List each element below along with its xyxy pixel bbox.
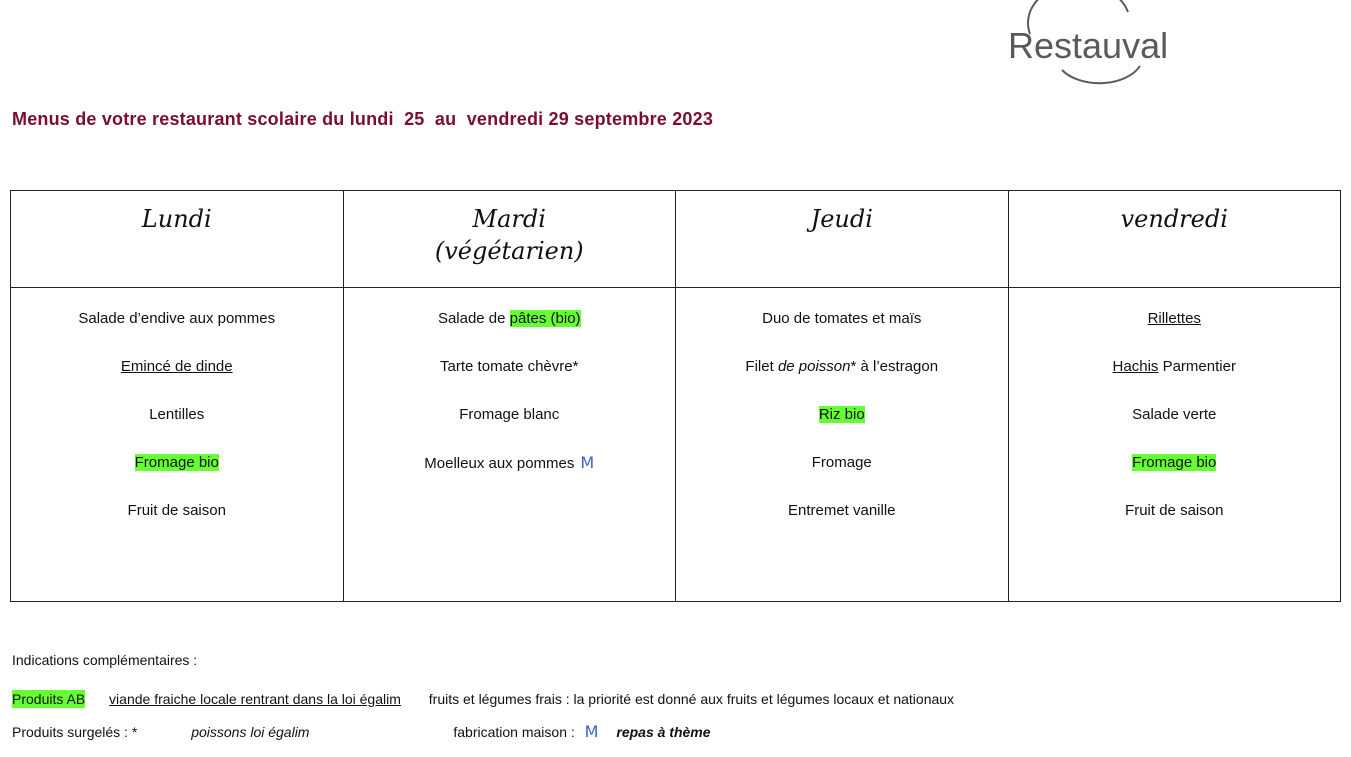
- dish-accompagnement: Lentilles: [149, 406, 205, 423]
- dish-dessert-label: Moelleux aux pommes: [424, 455, 575, 472]
- page-title: Menus de votre restaurant scolaire du lundi 25 au vendredi 29 septembre 2023: [12, 109, 714, 129]
- days-header-row: [11, 191, 1341, 288]
- dish-entree: Rillettes: [1147, 310, 1201, 327]
- dish-dessert: Fruit de saison: [127, 502, 226, 519]
- dish-entree: Duo de tomates et maïs: [762, 310, 922, 327]
- notes-legend-line-1: [12, 690, 954, 708]
- dish-fromage: Fromage blanc: [459, 406, 560, 423]
- day-header-mardi: [343, 191, 676, 288]
- dish-plat-suffix: * à l’estragon: [850, 358, 939, 375]
- logo-arc-bottom: [1062, 66, 1140, 83]
- legend-viande-locale: viande fraiche locale rentrant dans la loi égalim: [109, 691, 401, 707]
- day-name: vendredi: [1120, 205, 1228, 233]
- dish-plat: Tarte tomate chèvre*: [440, 358, 579, 375]
- day-name: Lundi: [141, 205, 212, 233]
- day-name: Jeudi: [810, 205, 873, 233]
- notes-legend-line-2: [12, 723, 711, 741]
- dish-accompagnement: Salade verte: [1132, 406, 1217, 423]
- dish-fromage-bio: Fromage bio: [1132, 454, 1217, 471]
- menu-cell-mardi: [343, 288, 676, 602]
- day-name: Mardi: [472, 205, 546, 233]
- restauval-logo: [1000, 0, 1200, 100]
- dish-plat: Emincé de dinde: [120, 358, 233, 375]
- menu-cell-vendredi: [1008, 288, 1341, 602]
- legend-repas-theme: repas à thème: [616, 724, 711, 740]
- legend-poissons: poissons loi égalim: [191, 724, 310, 740]
- dish-entree: [344, 309, 676, 329]
- legend-produits-ab: Produits AB: [12, 691, 86, 707]
- menu-table: [10, 190, 1341, 602]
- menu-cell-jeudi: [676, 288, 1009, 602]
- legend-surgeles: Produits surgelés : *: [12, 724, 138, 740]
- legend-fruits-legumes: fruits et légumes frais : la priorité est donné aux fruits et légumes locaux et nationaux: [428, 691, 955, 707]
- homemade-icon: M: [584, 722, 599, 741]
- dish-plat-suffix: Parmentier: [1158, 358, 1236, 375]
- dish-fromage: Fromage: [811, 454, 872, 471]
- day-header-jeudi: [676, 191, 1009, 288]
- menu-row: [11, 288, 1341, 602]
- dish-entree: Salade d’endive aux pommes: [78, 310, 276, 327]
- dish-plat: [1009, 357, 1341, 377]
- dish-accompagnement-bio: Riz bio: [818, 406, 865, 423]
- legend-fabrication-maison: fabrication maison :: [453, 724, 575, 740]
- homemade-icon: M: [580, 453, 595, 472]
- dish-entree-bio: pâtes (bio): [509, 310, 581, 327]
- menu-cell-lundi: [11, 288, 344, 602]
- dish-plat-italic: de poisson: [777, 358, 851, 375]
- logo-text: Restauval: [1008, 25, 1169, 66]
- dish-plat: [676, 357, 1008, 377]
- dish-dessert: [344, 453, 676, 474]
- dish-fromage-bio: Fromage bio: [134, 454, 219, 471]
- day-header-vendredi: [1008, 191, 1341, 288]
- dish-dessert: Entremet vanille: [787, 502, 896, 519]
- day-subtitle: (végétarien): [434, 237, 584, 265]
- dish-dessert: Fruit de saison: [1125, 502, 1224, 519]
- notes-heading: Indications complémentaires :: [12, 652, 198, 668]
- dish-plat-underlined: Hachis: [1112, 358, 1159, 375]
- day-header-lundi: [11, 191, 344, 288]
- dish-entree-prefix: Salade de: [437, 310, 510, 327]
- dish-plat-prefix: Filet: [745, 358, 778, 375]
